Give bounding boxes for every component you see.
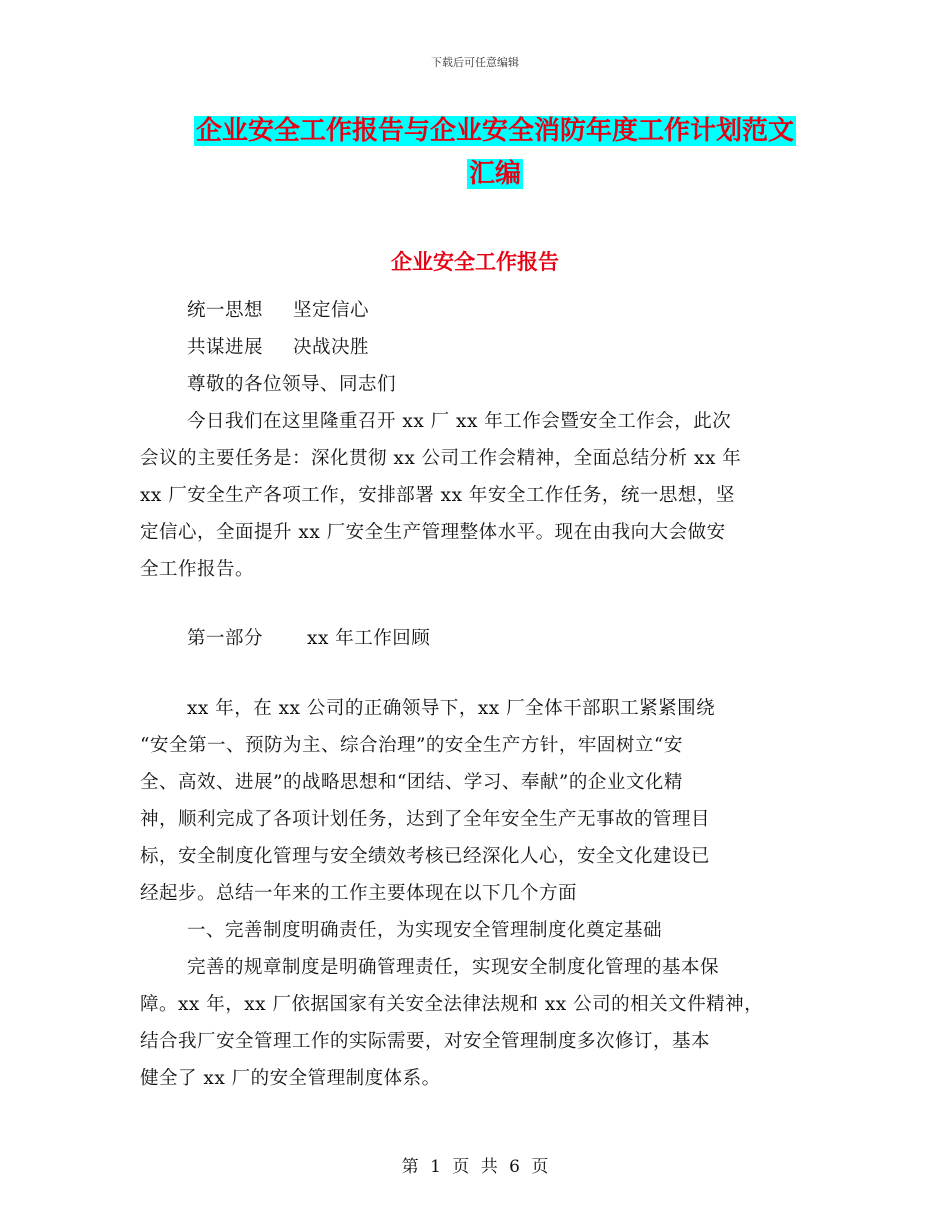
slogan-text: 决战决胜 — [293, 337, 370, 358]
slogan-text: 共谋进展 — [187, 337, 264, 358]
document-title — [140, 110, 850, 196]
title-line-1: 企业安全工作报告与企业安全消防年度工作计划范文 — [195, 116, 794, 146]
header-note: 下载后可任意编辑 — [431, 56, 519, 69]
part-heading — [140, 620, 812, 657]
paragraph-line: 全、高效、进展”的战略思想和“团结、学习、奉献”的企业文化精 — [140, 772, 683, 793]
paragraph-line: 神，顺利完成了各项计划任务，达到了全年安全生产无事故的管理目 — [140, 809, 711, 830]
paragraph-line: 障。xx 年，xx 厂依据国家有关安全法律法规和 xx 公司的相关文件精神， — [140, 994, 764, 1015]
part-title: xx 年工作回顾 — [307, 628, 431, 649]
paragraph-line: xx 厂安全生产各项工作，安排部署 xx 年安全工作任务，统一思想，坚 — [140, 485, 735, 506]
review-block — [140, 690, 812, 1097]
paragraph-line: 定信心，全面提升 xx 厂安全生产管理整体水平。现在由我向大会做安 — [140, 522, 726, 543]
section-title: 企业安全工作报告 — [391, 249, 559, 274]
paragraph-line: 经起步。总结一年来的工作主要体现在以下几个方面 — [140, 883, 578, 904]
paragraph-line: 今日我们在这里隆重召开 xx 厂 xx 年工作会暨安全工作会，此次 — [187, 411, 732, 432]
paragraph-line: xx 年，在 xx 公司的正确领导下，xx 厂全体干部职工紧紧围绕 — [187, 698, 716, 719]
paragraph-line: 标，安全制度化管理与安全绩效考核已经深化人心，安全文化建设已 — [140, 846, 711, 867]
slogan-line — [140, 329, 812, 366]
slogan-line — [140, 292, 812, 329]
paragraph-line: 会议的主要任务是：深化贯彻 xx 公司工作会精神，全面总结分析 xx 年 — [140, 448, 742, 469]
part-label: 第一部分 — [187, 628, 264, 649]
slogan-text: 坚定信心 — [293, 300, 370, 321]
paragraph-line: 结合我厂安全管理工作的实际需要，对安全管理制度多次修订，基本 — [140, 1031, 711, 1052]
title-line-2: 汇编 — [468, 159, 521, 189]
paragraph-line: 完善的规章制度是明确管理责任，实现安全制度化管理的基本保 — [187, 957, 720, 978]
paragraph-line: 全工作报告。 — [140, 559, 255, 580]
page-footer: 第 1 页 共 6 页 — [401, 1157, 549, 1177]
subheading: 一、完善制度明确责任，为实现安全管理制度化奠定基础 — [187, 920, 663, 941]
slogan-text: 统一思想 — [187, 300, 264, 321]
opening-block — [140, 292, 812, 588]
paragraph-line: 健全了 xx 厂的安全管理制度体系。 — [140, 1068, 441, 1089]
salutation: 尊敬的各位领导、同志们 — [187, 374, 397, 395]
paragraph-line: “安全第一、预防为主、综合治理”的安全生产方针，牢固树立“安 — [140, 735, 683, 756]
